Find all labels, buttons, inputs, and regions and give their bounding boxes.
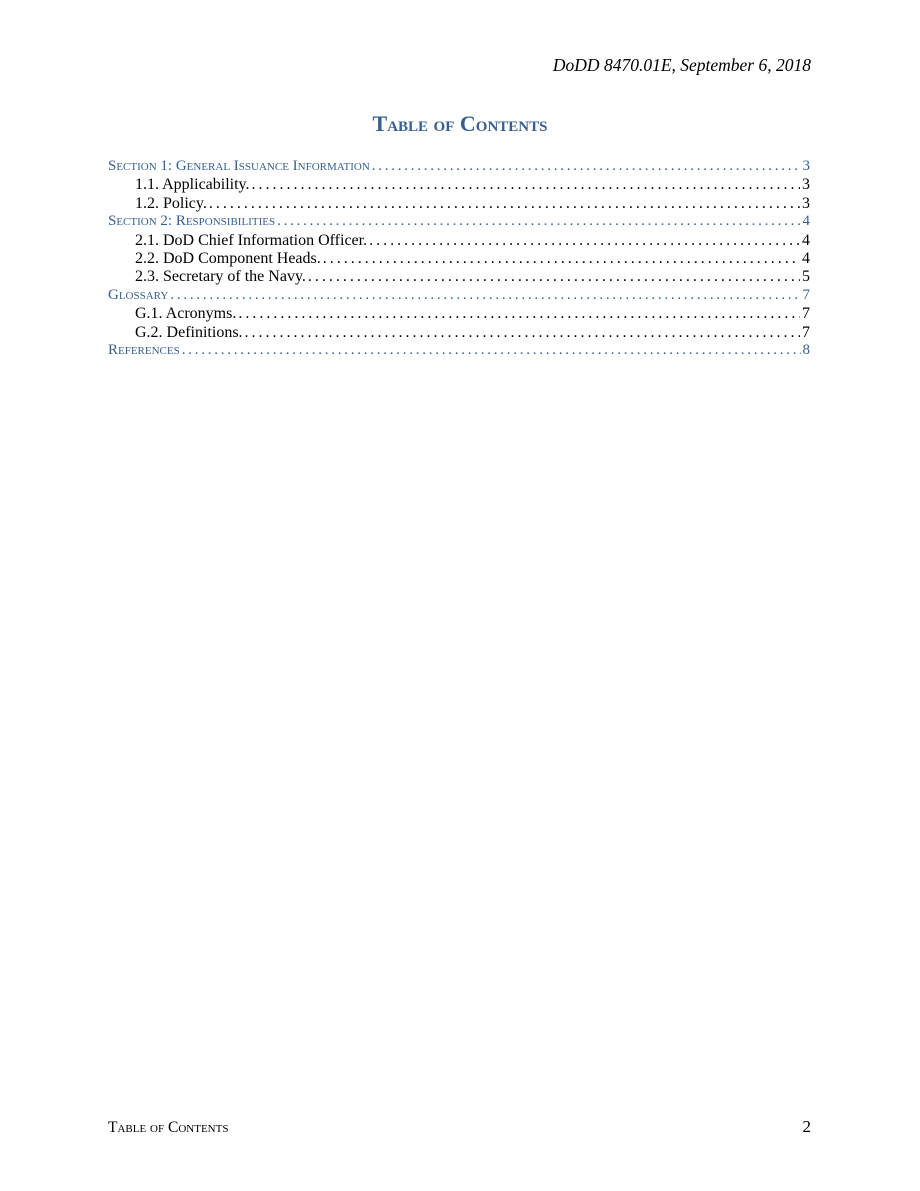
toc-entry-component-heads[interactable] bbox=[108, 250, 810, 268]
toc-entry-page: 3 bbox=[802, 194, 810, 212]
toc-entry-page: 7 bbox=[802, 286, 810, 303]
toc-entry-label: Glossary bbox=[108, 286, 169, 303]
dot-leader bbox=[252, 176, 800, 194]
page-number: 2 bbox=[802, 1117, 811, 1136]
toc-entry-label: G.1. Acronyms. bbox=[135, 305, 237, 323]
toc-entry-applicability[interactable] bbox=[108, 176, 810, 194]
dot-leader bbox=[308, 268, 800, 286]
toc-entry-page: 7 bbox=[802, 323, 810, 341]
toc-entry-label: G.2. Definitions. bbox=[135, 323, 243, 341]
toc-entry-page: 3 bbox=[802, 158, 810, 174]
toc-entry-page: 4 bbox=[802, 213, 810, 230]
toc-entry-page: 5 bbox=[802, 268, 810, 286]
toc-entry-label: Section 1: General Issuance Information bbox=[108, 158, 370, 174]
dot-leader bbox=[323, 250, 800, 268]
dot-leader bbox=[245, 324, 800, 342]
running-header: DoDD 8470.01E, September 6, 2018 bbox=[552, 55, 811, 75]
running-footer-section: Table of Contents bbox=[108, 1119, 229, 1136]
toc-entry-section-2[interactable] bbox=[108, 213, 810, 231]
dot-leader bbox=[238, 305, 800, 323]
dot-leader bbox=[170, 287, 800, 304]
toc-entry-glossary[interactable] bbox=[108, 287, 810, 305]
toc-entry-label: 2.3. Secretary of the Navy. bbox=[135, 268, 306, 286]
toc-entry-page: 3 bbox=[802, 176, 810, 194]
toc-entry-page: 4 bbox=[802, 249, 810, 267]
toc-entry-definitions[interactable] bbox=[108, 324, 810, 342]
toc-entry-policy[interactable] bbox=[108, 195, 810, 213]
dot-leader bbox=[372, 158, 801, 175]
toc-entry-label: 2.2. DoD Component Heads. bbox=[135, 249, 321, 267]
toc-entry-label: 2.1. DoD Chief Information Officer. bbox=[135, 231, 368, 249]
toc-entry-acronyms[interactable] bbox=[108, 305, 810, 323]
toc-entry-label: Section 2: Responsibilities bbox=[108, 213, 276, 230]
toc-title: Table of Contents bbox=[372, 111, 548, 136]
toc-entry-secretary-navy[interactable] bbox=[108, 268, 810, 286]
toc-entry-label: References bbox=[108, 341, 180, 358]
dot-leader bbox=[277, 213, 800, 230]
toc-entry-page: 8 bbox=[802, 341, 810, 358]
table-of-contents bbox=[108, 158, 810, 360]
toc-entry-dod-cio[interactable] bbox=[108, 232, 810, 250]
toc-entry-label: 1.1. Applicability. bbox=[135, 176, 250, 194]
toc-entry-page: 7 bbox=[802, 305, 810, 323]
dot-leader bbox=[209, 195, 800, 213]
toc-entry-section-1[interactable] bbox=[108, 158, 810, 176]
toc-entry-page: 4 bbox=[802, 231, 810, 249]
toc-entry-label: 1.2. Policy. bbox=[135, 194, 207, 212]
dot-leader bbox=[369, 232, 800, 250]
toc-entry-references[interactable] bbox=[108, 342, 810, 360]
dot-leader bbox=[182, 342, 801, 359]
